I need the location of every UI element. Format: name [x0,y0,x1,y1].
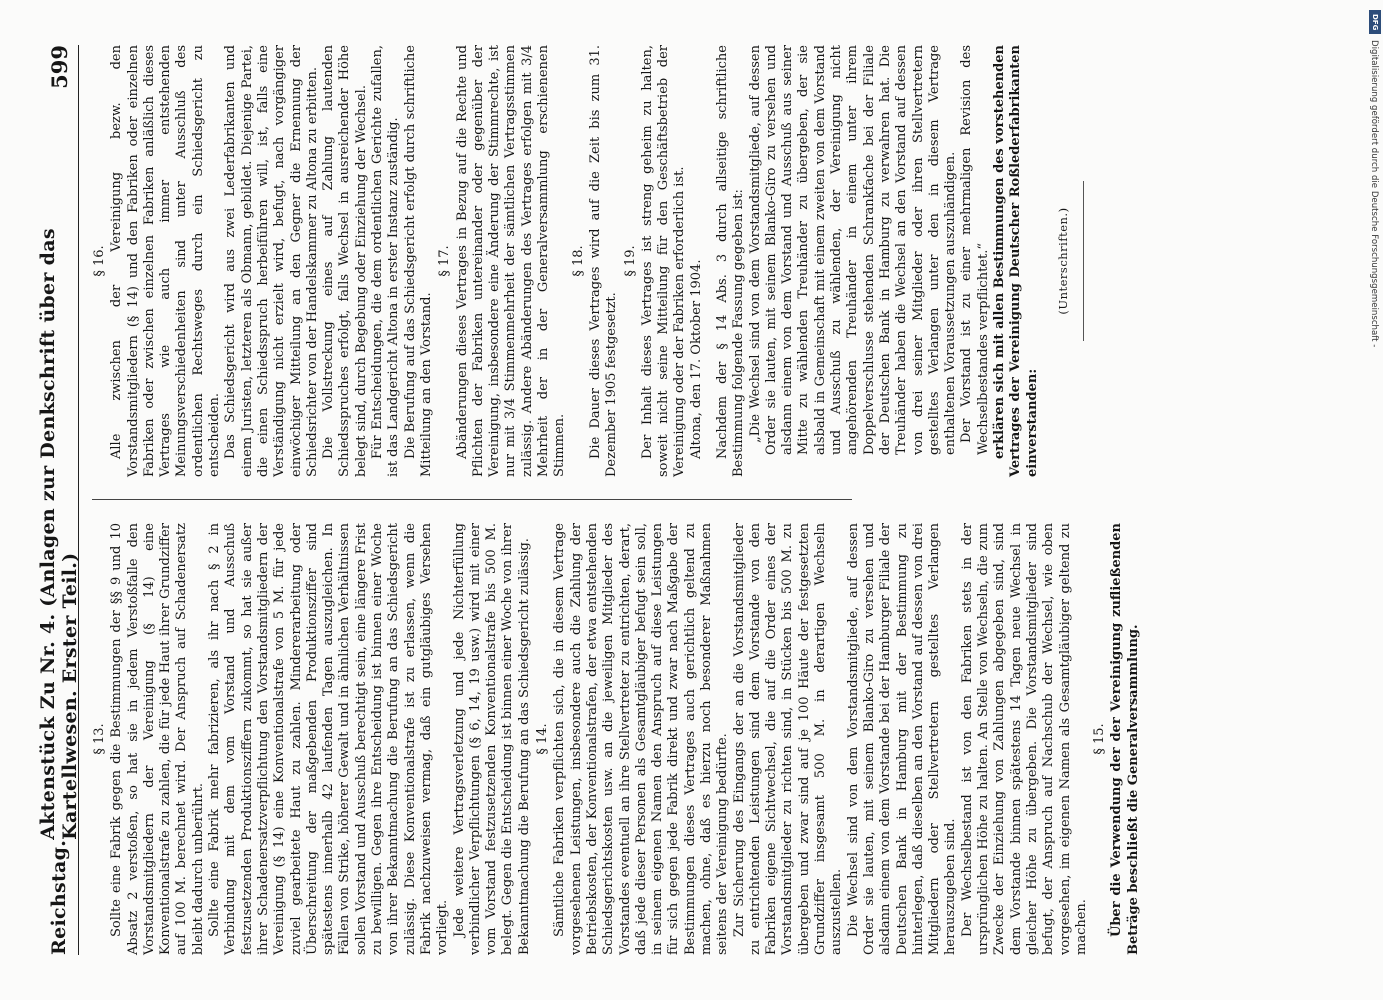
column-divider [92,499,852,500]
section-16-paragraph-3: Die Vollstreckung eines auf Zahlung lautenden Schiedsspruches erfolgt, falls Wechsel in ausreichender Höhe belegt sind, durch Begebung oder Einziehung der Wechsel. [321,45,369,477]
section-13-paragraph-1: Sollte eine Fabrik gegen die Bestimmungen der §§ 9 und 10 Absatz 2 verstoßen, so hat sie in jedem Verstoßfalle den Vorstandsmitgliedern der Vereinigung (§ 14) eine Konventionalstrafe zu zahlen, die für jede Haut ihrer Grundziffer auf 100 M. berechnet wird. Der Anspruch auf Schadenersatz bleibt dadurch unberührt. [109,523,206,955]
right-column [90,45,1084,477]
section-15-title: § 15. [1092,723,1108,755]
section-14-title: § 14. [535,723,551,755]
signature-rule [1083,181,1084,341]
credit-text: Digitalisierung gefördert durch die Deutsche Forschungsgemeinschaft - [1369,40,1379,348]
section-18-title: § 18. [570,245,586,277]
rotated-page-content [37,45,1350,955]
closing-paragraph-3: Der Vorstand ist zu einer mehrmaligen Revision des Wechselbestandes verpflichtet.“ [959,45,991,455]
section-19-paragraph-1: Der Inhalt dieses Vertrages ist streng geheim zu halten, soweit nicht seine Mitteilung für den Geschäftsbetrieb der Vereinigung oder der Fabriken erforderlich ist. [639,45,688,477]
dfg-logo: DFG [1369,10,1381,34]
section-16-paragraph-5: Die Berufung auf das Schiedsgericht erfolgt durch schriftliche Mitteilung an den Vorstand. [402,45,434,477]
section-16-paragraph-2: Das Schiedsgericht wird aus zwei Lederfabrikanten und einem Juristen, letzteren als Obmann, gebildet. Diejenige Partei, die einen Schiedsspruch herbeiführen will, ist, falls eine Verständigung nicht erzielt wird, befugt, nach vorgängiger einwöchiger Mitteilung an den Gegner die Ernennung der Schiedsrichter von der Handelskammer zu Altona zu erbitten. [223,45,320,477]
section-17-title: § 17. [437,245,453,277]
section-16-title: § 16. [92,245,107,277]
section-18-paragraph-1: Die Dauer dieses Vertrages wird auf die Zeit bis zum 31. Dezember 1905 festgesetzt. [587,45,620,477]
closing-paragraph-4: erklären sich mit allen Bestimmungen des vorstehenden Vertrages der Vereinigung Deutscher Roßlederfabrikanten einverstanden: [992,45,1040,477]
header-title: Aktenstück Zu Nr. 4. (Anlagen zur Denkschrift über das Kartellwesen. Erster Teil.) [37,228,81,840]
closing-paragraph-1: Nachdem der § 14 Abs. 3 durch allseitige schriftliche Bestimmung folgende Fassung gegeben ist: [714,45,747,477]
section-14-paragraph-3: Die Wechsel sind von dem Vorstandsmitgliede, auf dessen Order sie lauten, mit seinem Blanko-Giro zu versehen und alsdann einem von dem Vorstande bei der Hamburger Filiale der Deutschen Bank in Hamburg mit der Bestimmung zu hinterlegen, daß dieselben an den Vorstand auf dessen von drei Mitgliedern oder Stellvertretern gestelltes Verlangen herauszugeben sind. [845,523,959,955]
section-17-paragraph-1: Abänderungen dieses Vertrages in Bezug auf die Rechte und Pflichten der Fabriken untereinander oder gegenüber der Vereinigung, insbesondere eine Änderung der Stimmrechte, ist nur mit 3/4 Stimmenmehrheit der sämtlichen Vertragsstimmen zulässig. Andere Abänderungen des Vertrages erfolgen mit 3/4 Mehrheit der in der Generalversammlung erschienenen Stimmen. [454,45,568,477]
section-14-paragraph-1: Sämtliche Fabriken verpflichten sich, die in diesem Vertrage vorgesehenen Leistungen, insbesondere auch die Zahlung der Betriebskosten, der Konventionalstrafen, der etwa entstehenden Schiedsgerichtskosten usw. an die jeweiligen Mitglieder des Vorstandes eventuell an ihre Stellvertreter zu entrichten, derart, daß jede dieser Personen als Gesamtgläubiger befugt sein soll, in seinem eigenen Namen den Anspruch auf diese Leistungen für sich gegen jede Fabrik direkt und zwar nach Maßgabe der Bestimmungen dieses Vertrages auch gerichtlich geltend zu machen, ohne, daß es hierzu noch besonderer Maßnahmen seitens der Vereinigung bedürfte. [552,523,731,955]
left-column [90,523,1142,955]
section-13-paragraph-2: Sollte eine Fabrik mehr fabrizieren, als ihr nach § 2 in Verbindung mit dem vom Vorstand und Ausschuß festzusetzenden Produktionsziffern zukommt, so hat sie außer ihrer Schadenersatzverpflichtung den Vorstandsmitgliedern der Vereinigung (§ 14) eine Konventionalstrafe von 5 M. für jede zuviel gearbeitete Haut zu zahlen. Mindererarbeitung oder Überschreitung der maßgebenden Produktionsziffer sind spätestens innerhalb 42 laufenden Tagen auszugleichen. In Fällen von Strike, höherer Gewalt und in ähnlichen Verhältnissen sollen Vorstand und Ausschuß berechtigt sein, eine längere Frist zu bewilligen. Gegen ihre Entscheidung ist binnen einer Woche von ihrer Bekanntmachung die Berufung an das Schiedsgericht zulässig. Diese Konventionalstrafe ist zu erlassen, wenn die Fabrik nachzuweisen vermag, daß ein gutgläubiges Versehen vorliegt. [207,523,451,955]
header-left: Reichstag. [48,839,70,955]
closing-paragraph-2: „Die Wechsel sind von dem Vorstandsmitgliede, auf dessen Order sie lauten, mit seinem Blanko-Giro zu versehen und alsdann einem von dem Vorstand und Ausschuß aus seiner Mitte zu wählenden Treuhänder zu übergeben, der sie alsbald in Gemeinschaft mit einem zweiten von dem Vorstand und Ausschuß zu wählenden, der Vereinigung nicht angehörenden Treuhänder in einem unter ihrem Doppelverschlusse stehenden Schrankfache bei der Filiale der Deutschen Bank in Hamburg zu verwahren hat. Die Treuhänder haben die Wechsel an den Vorstand auf dessen von drei seiner Mitglieder oder ihren Stellvertretern gestelltes Verlangen unter den in diesem Vertrage enthaltenen Voraussetzungen auszuhändigen. [747,45,959,455]
section-13-title: § 13. [92,723,107,755]
section-13-paragraph-3: Jede weitere Vertragsverletzung und jede Nichterfüllung verbindlicher Verpflichtungen (§ 6, 14, 19 usw.) wird mit einer vom Vorstand festzusetzenden Konventionalstrafe bis 500 M. belegt. Gegen die Entscheidung ist binnen einer Woche von ihrer Bekanntmachung die Berufung an das Schiedsgericht zulässig. [451,523,532,955]
page-number: 599 [46,45,72,89]
section-14-paragraph-4: Der Wechselbestand ist von den Fabriken stets in der ursprünglichen Höhe zu halten. An Stelle von Wechseln, die zum Zwecke der Einziehung von Zahlungen abgegeben sind, sind dem Vorstande binnen spätestens 14 Tagen neue Wechsel in gleicher Höhe zu übergeben. Die Vorstandsmitglieder sind befugt, der Anspruch auf Nachschub der Wechsel, wie oben vorgesehen, im eigenen Namen als Gesamtgläubiger geltend zu machen. [959,523,1089,955]
section-16-paragraph-4: Für Entscheidungen, die dem ordentlichen Gerichte zufallen, ist das Landgericht Altona in erster Instanz zuständig. [370,45,402,477]
section-14-paragraph-2: Zur Sicherung des Eingangs der an die Vorstandsmitglieder zu entrichtenden Leistungen sind dem Vorstande von den Fabriken eigene Sichtwechsel, die auf die Order eines der Vorstandsmitglieder zu richten sind, in Stücken bis 500 M. zu übergeben und zwar sind auf je 100 Häute der festgesetzten Grundziffer insgesamt 500 M. in derartigen Wechseln auszustellen. [731,523,845,955]
section-19-title: § 19. [622,245,638,277]
section-16-paragraph-1: Alle zwischen der Vereinigung bezw. den Vorstandsmitgliedern (§ 14) und den Fabriken oder einzelnen Fabriken oder zwischen einzelnen Fabriken anläßlich dieses Vertrages wie auch immer entstehenden Meinungsverschiedenheiten sind unter Ausschluß des ordentlichen Rechtsweges durch ein Schiedsgericht zu entscheiden. [109,45,223,477]
place-date: Altona, den 17. Oktober 1904. [688,259,704,459]
section-15-paragraph-1: Über die Verwendung der der Vereinigung zufließenden Beträge beschließt die Generalversammlung. [1109,523,1141,955]
signatures: (Unterschriften.) [1055,207,1070,315]
running-header [37,45,81,955]
digitization-credit [1369,40,1381,960]
